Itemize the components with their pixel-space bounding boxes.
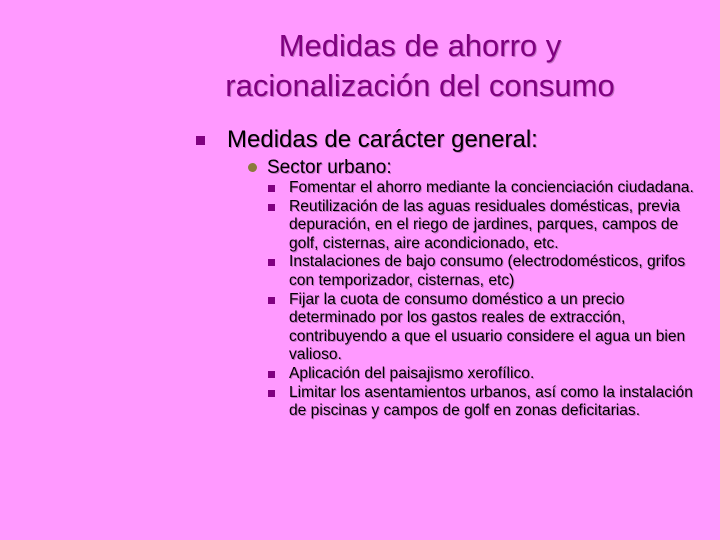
list-item [268, 365, 698, 384]
square-bullet-icon [268, 390, 275, 397]
title-line-2: racionalización del consumo [225, 68, 615, 103]
list-item-text: Instalaciones de bajo consumo (electrodomésticos, grifos con temporizador, cisternas, etc) [289, 253, 686, 289]
level2-bullet-item [248, 156, 392, 180]
round-bullet-icon [248, 163, 257, 172]
list-item-text: Aplicación del paisajismo xerofílico. [289, 364, 535, 382]
title-line-1: Medidas de ahorro y [278, 28, 562, 63]
list-item-text: Reutilización de las aguas residuales domésticas, previa depuración, en el riego de jardines, parques, campos de golf, cisternas, aire acondicionado, etc. [289, 197, 680, 252]
level3-bullet-list [268, 179, 698, 421]
level2-text: Sector urbano: [267, 157, 392, 178]
list-item [268, 253, 698, 290]
square-bullet-icon [268, 185, 275, 192]
slide-title [150, 26, 690, 106]
level1-text: Medidas de carácter general: [227, 126, 538, 153]
square-bullet-icon [268, 259, 275, 266]
square-bullet-icon [268, 297, 275, 304]
list-item-text: Fijar la cuota de consumo doméstico a un precio determinado por los gastos reales de extracción, contribuyendo a que el usuario considere el agua un bien valioso. [289, 290, 686, 364]
list-item [268, 291, 698, 365]
list-item-text: Limitar los asentamientos urbanos, así como la instalación de piscinas y campos de golf en zonas deficitarias. [289, 383, 693, 420]
square-bullet-icon [268, 371, 275, 378]
list-item [268, 179, 698, 198]
square-bullet-icon [196, 136, 205, 145]
list-item [268, 384, 698, 421]
list-item [268, 198, 698, 254]
list-item-text: Fomentar el ahorro mediante la concienciación ciudadana. [289, 179, 694, 196]
level1-bullet-item [196, 124, 538, 156]
square-bullet-icon [268, 204, 275, 211]
